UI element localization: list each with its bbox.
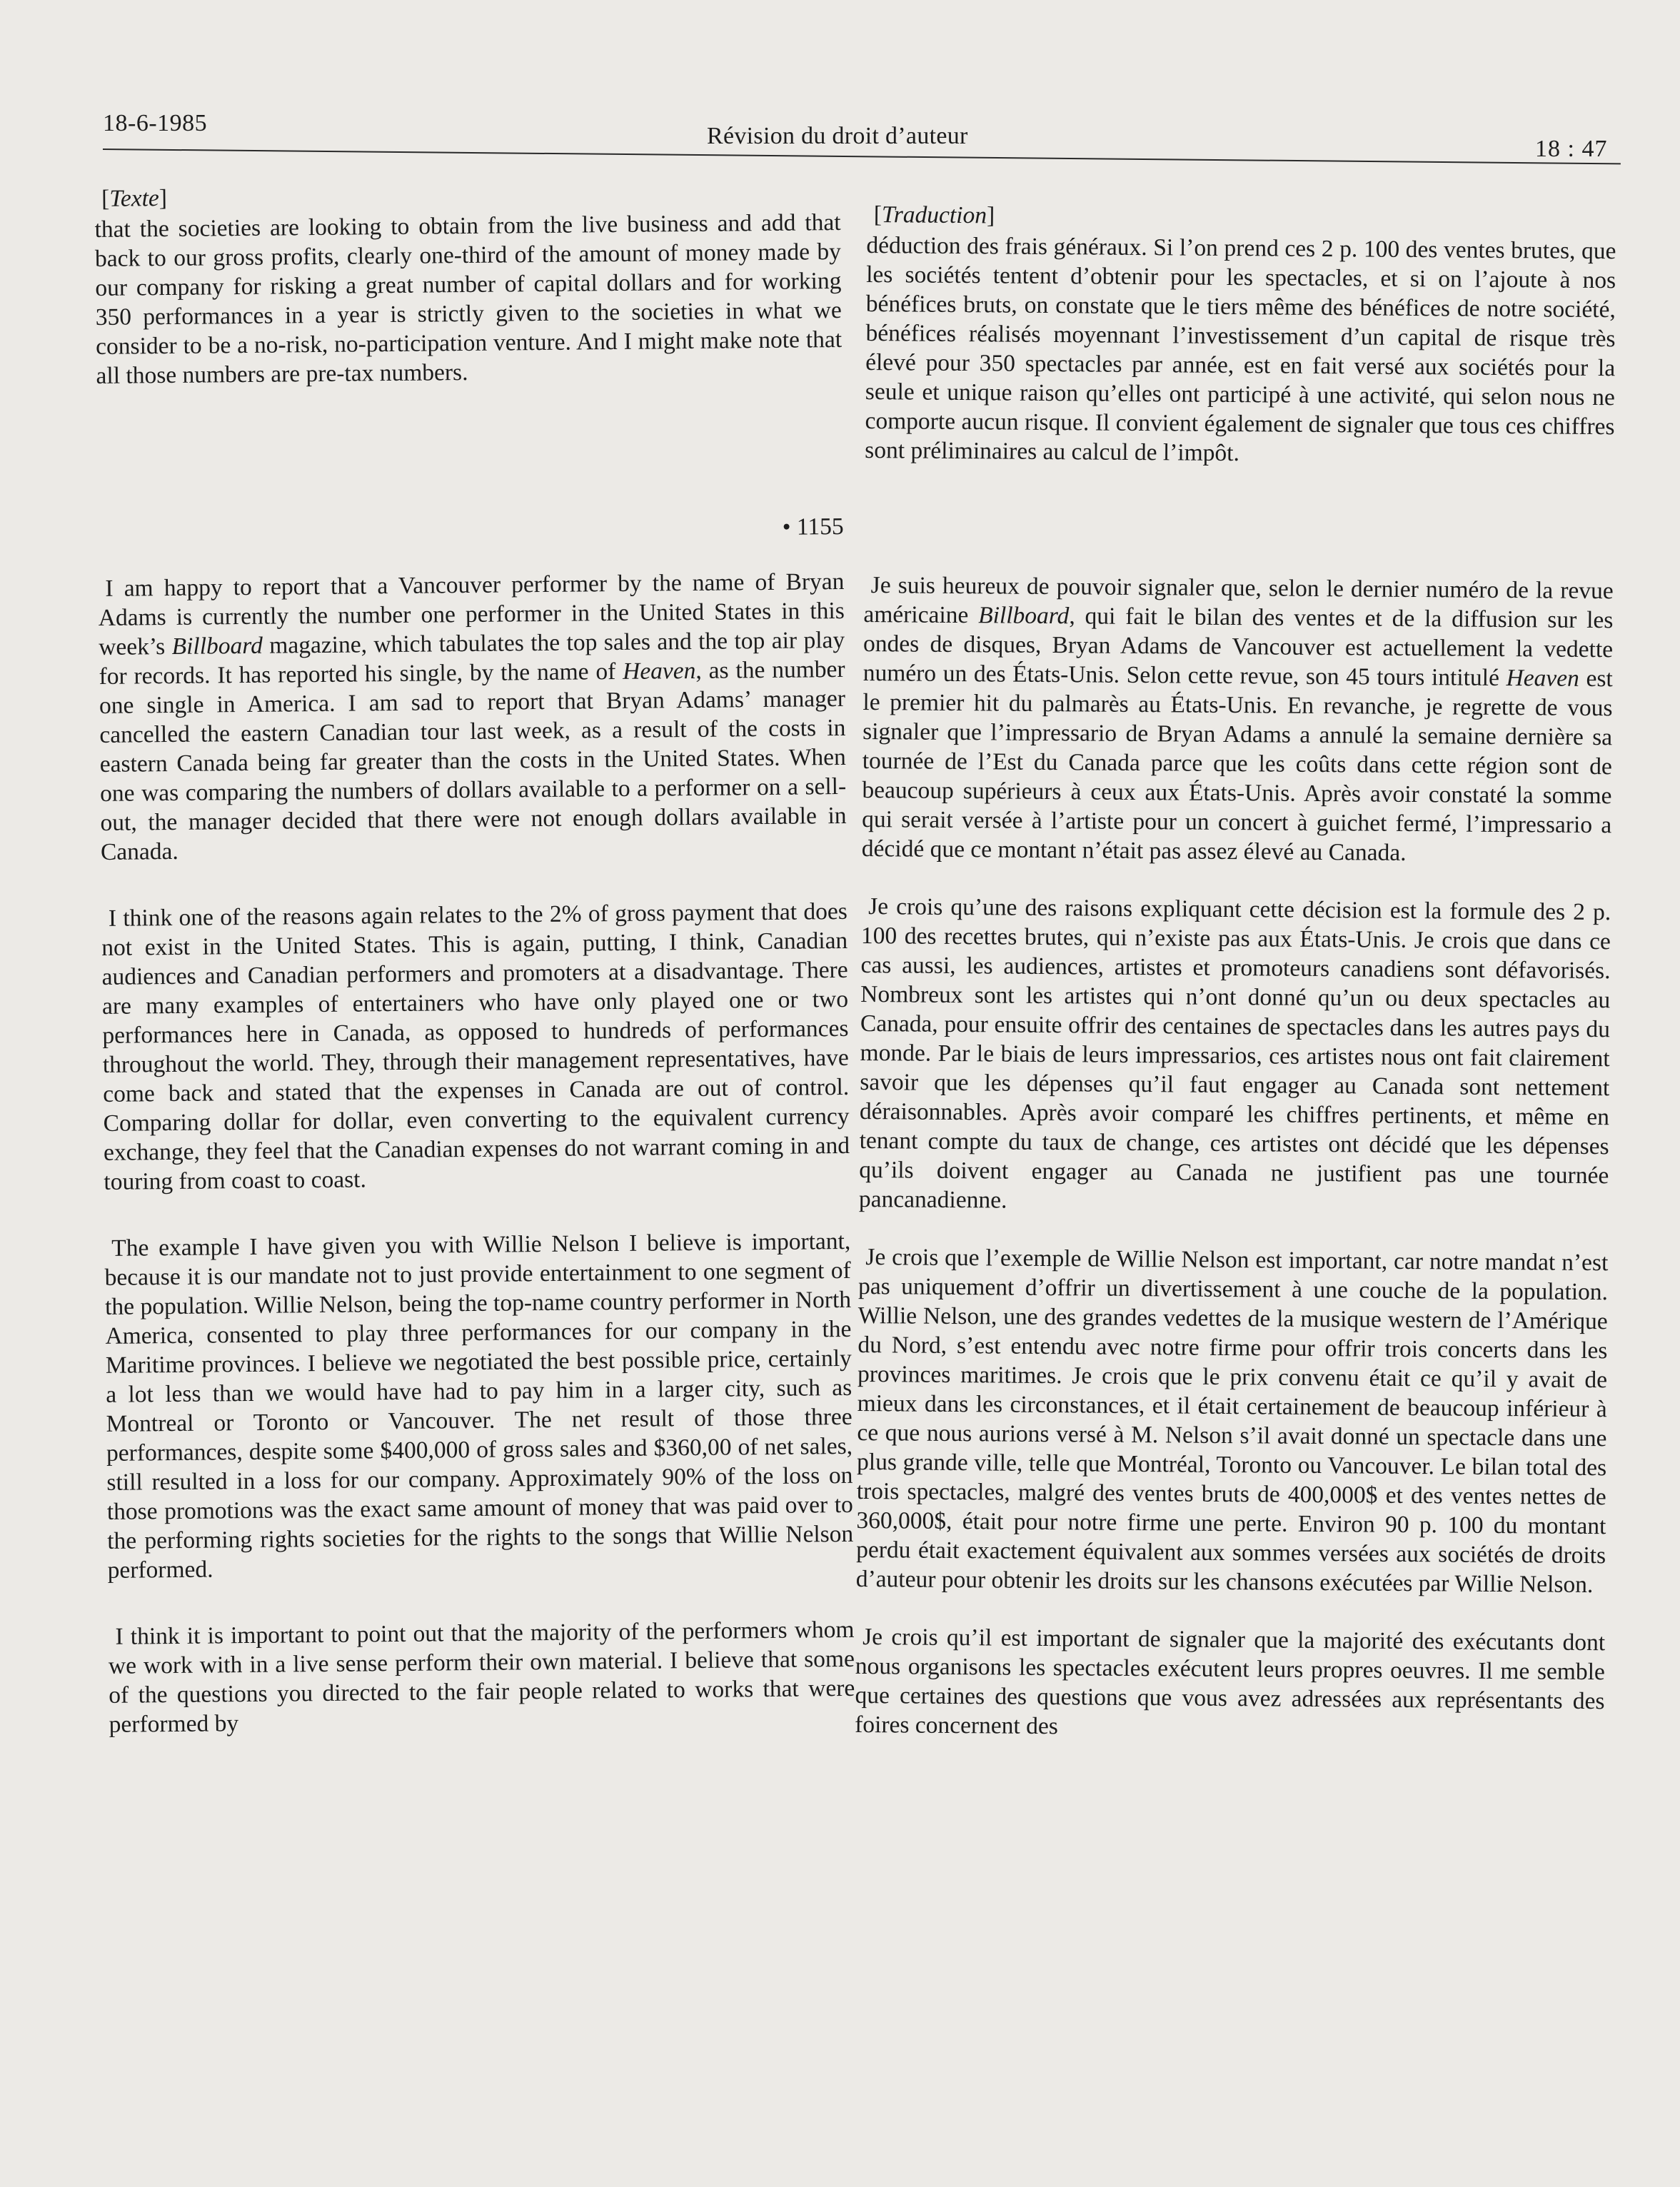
french-paragraph-5: Je crois qu’il est important de signaler que la majorité des exécutants dont nous organisons les spectacles exécutent leurs propres oeuvres. Il me semble que certaines des questions que vous avez adressées aux représentants des foires concernent des [855, 1624, 1606, 1740]
billboard-title: Billboard [171, 632, 263, 660]
heaven-title-fr: Heaven [1506, 665, 1580, 692]
french-paragraph-4: Je crois que l’exemple de Willie Nelson est important, car notre mandat n’est pas uniquement d’offrir un divertissement à une couche de la population. Willie Nelson, une des grandes vedettes de la musique western de l’Amérique du Nord, s’est entendu avec notre firme pour offrir trois concerts dans les provinces maritimes. Je crois que le prix convenu était ce qu’il y avait de mieux dans les circonstances, et il était certainement de beaucoup inférieur à ce que nous aurions versé à M. Nelson s’il avait donné un spectacle dans une plus grande ville, telle que Montréal, Toronto ou Vancouver. Le bilan total des trois spectacles, malgré des ventes bruts de 400,000$ et des ventes nettes de 360,000$, était pour notre firme une perte. Environ 90 p. 100 du montant perdu était exactement équivalent aux sommes versées aux sociétés de droits d’auteur pour obtenir les droits sur les chansons exécutées par Willie Nelson. [855, 1244, 1609, 1599]
french-paragraph-3: Je crois qu’une des raisons expliquant cette décision est la formule des 2 p. 100 des recettes brutes, qui n’existe pas aux États-Unis. Je crois que dans ce cas aussi, les audiences, artistes et promoteurs canadiens sont défavorisés. Nombreux sont les artistes qui n’ont donné qu’un ou deux spectacles au Canada, pour ensuite offrir des centaines de spectacles dans les autres pays du monde. Par le biais de leurs impressarios, ces artistes nous ont fait clairement savoir que les dépenses qu’il faut engager au Canada sont nettement déraisonnables. Après avoir comparé les chiffres pertinents, et même en tenant compte du taux de change, ces artistes ont décidé que les dépenses qu’ils doivent engager au Canada ne justifient pas une tournée pancanadienne. [858, 893, 1611, 1214]
page-number: 18 : 47 [1535, 136, 1608, 162]
english-column [94, 177, 855, 1739]
english-paragraph-4: The example I have given you with Willie Nelson I believe is important, because it is our mandate not to just provide entertainment to one segment of the population. Willie Nelson, being the top-name country performer in North America, consented to play three performances for our company in the Maritime provinces. I believe we negotiated the best possible price, certainly a lot less than we would have had to pay him in a larger city, such as Montreal or Toronto or Vancouver. The net result of those three performances, despite some $400,000 of gross sales and $360,00 of net sales, still resulted in a loss for our company. Approximately 90% of the loss on those promotions was the exact same amount of money that was paid over to the performing rights societies for the rights to the songs that Willie Nelson performed. [104, 1227, 854, 1584]
heaven-title: Heaven [622, 657, 696, 685]
translation-tag: [Traduction] [873, 201, 995, 229]
french-paragraph-2: Je suis heureux de pouvoir signaler que, selon le dernier numéro de la revue américaine Billboard, qui fait le bilan des ventes et de la diffusion sur les ondes de disques, Bryan Adams de Vancouver est actuellement la vedette numéro un des États-Unis. Selon cette revue, son 45 tours intitulé Heaven est le premier hit du palmarès au États-Unis. En revanche, je regrette de vous signaler que l’impressario de Bryan Adams a annulé la semaine dernière sa tournée de l’Est du Canada parce que les coûts dans cette région sont de beaucoup supérieurs à ceux aux États-Unis. Après avoir constaté la somme qui serait versée à l’artiste pour un concert à guichet fermé, l’impressario a décidé que ce montant n’était pas assez élevé au Canada. [861, 572, 1614, 866]
translation-tag-label: Traduction [881, 201, 987, 229]
french-paragraph-1: déduction des frais généraux. Si l’on prend ces 2 p. 100 des ventes brutes, que les sociétés tentent d’obtenir pour les spectacles, et si on l’ajoute à nos bénéfices bruts, on constate que le tiers même des bénéfices de notre société, bénéfices réalisés moyennant l’investissement d’un capital de risque très élevé pour 350 spectacles par année, est en fait versé aux sociétés pour la seule et unique raison qu’elles ont participé à une activité, qui selon nous ne comporte aucun risque. Il convient également de signaler que tous ces chiffres sont préliminaires au calcul de l’impôt. [865, 231, 1616, 467]
english-paragraph-1: that the societies are looking to obtain from the live business and add that back to our gross profits, clearly one-third of the amount of money made by our company for risking a great number of capital dollars and for working 350 performances in a year is strictly given to the societies in what we consider to be a no-risk, no-participation venture. And I might make note that all those numbers are pre-tax numbers. [94, 208, 842, 389]
text-tag-label: Texte [109, 185, 160, 212]
header-rule [103, 149, 1621, 164]
english-paragraph-3: I think one of the reasons again relates to the 2% of gross payment that does not exist in the United States. This is again, putting, I think, Canadian audiences and Canadian performers and promoters at a disadvantage. There are many examples of entertainers who have only played one or two performances here in Canada, as opposed to hundreds of performances throughout the world. They, through their management representatives, have come back and stated that the expenses in Canada are out of control. Comparing dollar for dollar, even converting to the equivalent currency exchange, they feel that the Canadian expenses do not warrant coming in and touring from coast to coast. [101, 898, 850, 1195]
header-title: Révision du droit d’auteur [707, 123, 968, 149]
french-column [855, 200, 1616, 1745]
english-paragraph-2: I am happy to report that a Vancouver performer by the name of Bryan Adams is currently the number one performer in the United States in this week’s Billboard magazine, which tabulates the top sales and the top air play for records. It has reported his single, by the name of Heaven, as the number one single in America. I am sad to report that Bryan Adams’ manager cancelled the eastern Canadian tour last week, as a result of the costs in eastern Canada being far greater than the costs in the United States. When one was comparing the numbers of dollars available to a performer on a sell-out, the manager decided that there were not enough dollars available in Canada. [98, 568, 847, 865]
english-paragraph-5: I think it is important to point out that the majority of the performers whom we work with in a live sense perform their own material. I believe that some of the questions you directed to the fair people related to works that were performed by [108, 1616, 855, 1738]
billboard-title-fr: Billboard [978, 602, 1070, 630]
text-tag: [Texte] [101, 185, 168, 212]
time-marker: • 1155 [782, 513, 844, 541]
header-date: 18-6-1985 [103, 110, 208, 136]
